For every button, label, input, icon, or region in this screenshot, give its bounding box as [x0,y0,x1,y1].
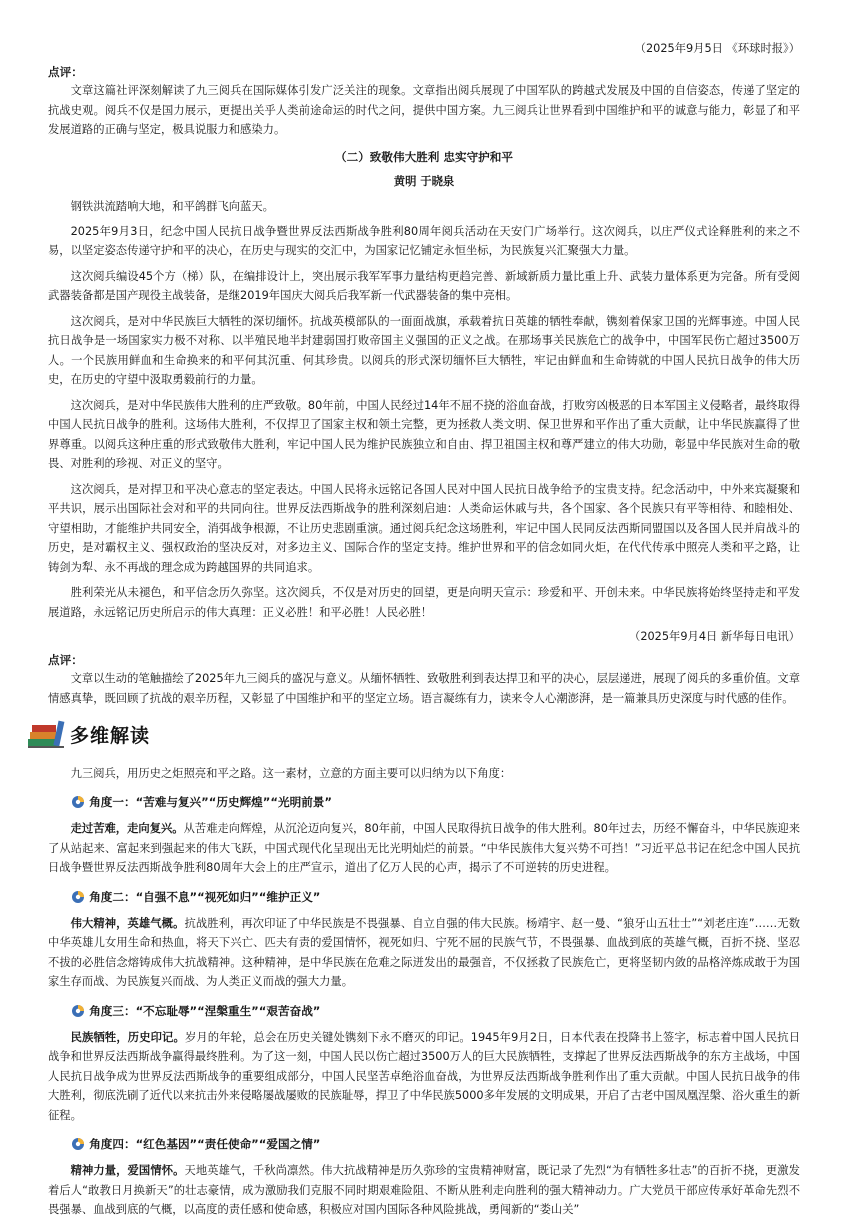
angle-lead: 伟大精神，英雄气概。 [70,916,185,930]
angle-paragraph [48,914,800,992]
article-author: 黄明 于晓泉 [393,174,455,188]
document-page [48,40,800,1224]
angle-lead: 民族牺牲，历史印记。 [70,1030,185,1044]
angle-body: 天地英雄气，千秋尚凛然。伟大抗战精神是历久弥珍的宝贵精神财富，既记录了先烈“为有牺牲多壮志”的百折不挠，更激发着后人“敢教日月换新天”的壮志豪情，成为激励我们克服不同时期艰难险阻、不断从胜利走向胜利的强大精神动力。广大党员干部应传承好革命先烈不畏强暴、血战到底的气概，以高度的责任感和使命感，积极应对国内国际各种风险挑战，勇闯新的“娄山关” [48,1164,800,1216]
pie-icon [71,1004,85,1018]
pie-icon [71,795,85,809]
angle-heading: 角度四：“红色基因”“责任使命”“爱国之情” [71,1135,800,1153]
angle-paragraph [48,1161,800,1220]
angle-paragraph [48,1028,800,1126]
article-paragraph: 这次阅兵，是对捍卫和平决心意志的坚定表达。中国人民将永远铭记各国人民对中国人民抗日战争给予的宝贵支持。纪念活动中，中外来宾凝聚和平共识，展示出国际社会对和平的共同向往。世界反法西斯战争的胜利深刻启迪：人类命运休戚与共，各个国家、各个民族只有平等相待、和睦相处、守望相助，才能维护共同安全，消弭战争根源，不让历史悲剧重演。通过阅兵纪念这场胜利，牢记中国人民同反法西斯同盟国以及各国人民并肩战斗的历史，是对霸权主义、强权政治的坚决反对，对多边主义、国际合作的坚定支持。维护世界和平的信念如同火炬，在代代传承中照亮人类和平之路，让铸剑为犁、永不再战的理念成为跨越国界的共同追求。 [48,482,800,574]
angle-lead: 精神力量，爱国情怀。 [70,1164,185,1177]
section-title: 多维解读 [70,724,151,747]
section-intro: 九三阅兵，用历史之炬照亮和平之路。这一素材，立意的方面主要可以归纳为以下角度： [70,767,512,780]
article-paragraph: 2025年9月3日，纪念中国人民抗日战争暨世界反法西斯战争胜利80周年阅兵活动在天安门广场举行。这次阅兵，以庄严仪式诠释胜利的来之不易，以坚定姿态传递守护和平的决心，在历史与现实的交汇中，为国家记忆铺定永恒坐标，为民族复兴汇聚强大力量。 [48,224,800,257]
article-paragraph: 这次阅兵编设45个方（梯）队，在编排设计上，突出展示我军军事力量结构更趋完善、新域新质力量比重上升、武装力量体系更为完备。所有受阅武器装备都是国产现役主战装备，是继2019年国庆大阅兵后我军新一代武器装备的集中亮相。 [48,269,800,302]
pie-icon [71,1137,85,1151]
books-icon [26,717,66,751]
article-paragraph: 这次阅兵，是对中华民族伟大胜利的庄严致敬。80年前，中国人民经过14年不屈不挠的浴血奋战，打败穷凶极恶的日本军国主义侵略者，最终取得中国人民抗日战争的胜利。这场伟大胜利，不仅捍卫了国家主权和领土完整，更为拯救人类文明、保卫世界和平作出了重大贡献，让中华民族赢得了世界尊重。以阅兵这种庄重的形式致敬伟大胜利，牢记中国人民为维护民族独立和自由、捍卫祖国主权和尊严建立的伟大功勋，彰显中华民族对生命的敬畏、对胜利的珍视、对正义的坚守。 [48,398,800,470]
section-header [26,714,800,754]
angle-paragraph [48,819,800,878]
article-source-line: （2025年9月4日 新华每日电讯） [629,630,800,643]
angle-heading: 角度二：“自强不息”“视死如归”“维护正义” [71,888,800,906]
angle-body: 岁月的年轮，总会在历史关键处镌刻下永不磨灭的印记。1945年9月2日，日本代表在投降书上签字，标志着中国人民抗日战争和世界反法西斯战争赢得最终胜利。为了这一刻，中国人民以伤亡超过3500万人的巨大民族牺牲，支撑起了世界反法西斯战争的东方主战场，中国人民抗日战争成为世界反法西斯战争的重要组成部分，中国人民坚苦卓绝浴血奋战，为世界反法西斯战争胜利作出了重大贡献。中国人民抗日战争的伟大胜利，彻底洗刷了近代以来抗击外来侵略屡战屡败的民族耻辱，捍卫了中华民族5000多年发展的文明成果，开启了古老中国凤凰涅槃、浴火重生的新征程。 [48,1030,800,1122]
article-paragraph: 这次阅兵，是对中华民族巨大牺牲的深切缅怀。抗战英模部队的一面面战旗，承载着抗日英雄的牺牲奉献，镌刻着保家卫国的光辉事迹。中国人民抗日战争是一场国家实力极不对称、以半殖民地半封建弱国打败帝国主义强国的正义之战。在那场事关民族危亡的战争中，中国军民伤亡超过3500万人。一个民族用鲜血和生命换来的和平何其沉重、何其珍贵。以阅兵的形式深切缅怀巨大牺牲，牢记由鲜血和生命铸就的中国人民抗日战争的伟大历史，在历史的守望中汲取勇毅前行的力量。 [48,314,800,386]
article-paragraph: 胜利荣光从未褪色，和平信念历久弥坚。这次阅兵，不仅是对历史的回望，更是向明天宣示：珍爱和平、开创未来。中华民族将始终坚持走和平发展道路，永远铭记历史所启示的伟大真理：正义必胜！和平必胜！人民必胜！ [48,586,800,619]
pie-icon [71,890,85,904]
angle-heading: 角度三：“不忘耻辱”“涅槃重生”“艰苦奋战” [71,1002,800,1020]
angle-body: 抗战胜利，再次印证了中华民族是不畏强暴、自立自强的伟大民族。杨靖宇、赵一曼、“狼牙山五壮士”“刘老庄连”……无数中华英雄儿女用生命和热血，将天下兴亡、匹夫有责的爱国情怀，视死如归、宁死不屈的民族气节，不畏强暴、血战到底的英雄气概，百折不挠、坚忍不拔的必胜信念熔铸成伟大抗战精神。这种精神，是中华民族在危难之际迸发出的最强音，不仅拯救了民族危亡，更将坚韧内敛的品格淬炼成敢于为国家生存而战、为民族复兴而战、为人类正义而战的强大力量。 [48,916,800,988]
article-title: （二）致敬伟大胜利 忠实守护和平 [335,149,513,164]
top-source-line: （2025年9月5日 《环球时报》） [634,42,800,55]
angle-heading: 角度一：“苦难与复兴”“历史辉煌”“光明前景” [71,793,800,811]
angle-body: 从苦难走向辉煌，从沉沦迈向复兴，80年前，中国人民取得抗日战争的伟大胜利。80年过去，历经不懈奋斗，中华民族迎来了从站起来、富起来到强起来的伟大飞跃，中国式现代化呈现出无比光明灿烂的前景。“中华民族伟大复兴势不可挡！”习近平总书记在纪念中国人民抗日战争暨世界反法西斯战争胜利80周年大会上的庄严宣示，道出了亿万人民的心声，揭示了不可逆转的历史进程。 [48,822,800,874]
comment-text: 文章以生动的笔触描绘了2025年九三阅兵的盛况与意义。从缅怀牺牲、致敬胜利到表达捍卫和平的决心，层层递进，展现了阅兵的多重价值。文章情感真挚，既回顾了抗战的艰辛历程，又彰显了中国维护和平的坚定立场。语言凝练有力，读来令人心潮澎湃，是一篇兼具历史深度与时代感的佳作。 [48,672,800,705]
angle-lead: 走过苦难，走向复兴。 [70,822,184,835]
comment-label: 点评： [48,653,83,667]
comment-text: 文章这篇社评深刻解读了九三阅兵在国际媒体引发广泛关注的现象。文章指出阅兵展现了中国军队的跨越式发展及中国的自信姿态，传递了坚定的抗战史观。阅兵不仅是国力展示，更提出关乎人类前途命运的时代之问，提供中国方案。九三阅兵让世界看到中国维护和平的诚意与能力，彰显了和平发展道路的正确与坚定，极具说服力和感染力。 [48,84,800,136]
comment-label: 点评： [48,65,83,79]
article-opening: 钢铁洪流踏响大地，和平鸽群飞向蓝天。 [70,199,274,213]
